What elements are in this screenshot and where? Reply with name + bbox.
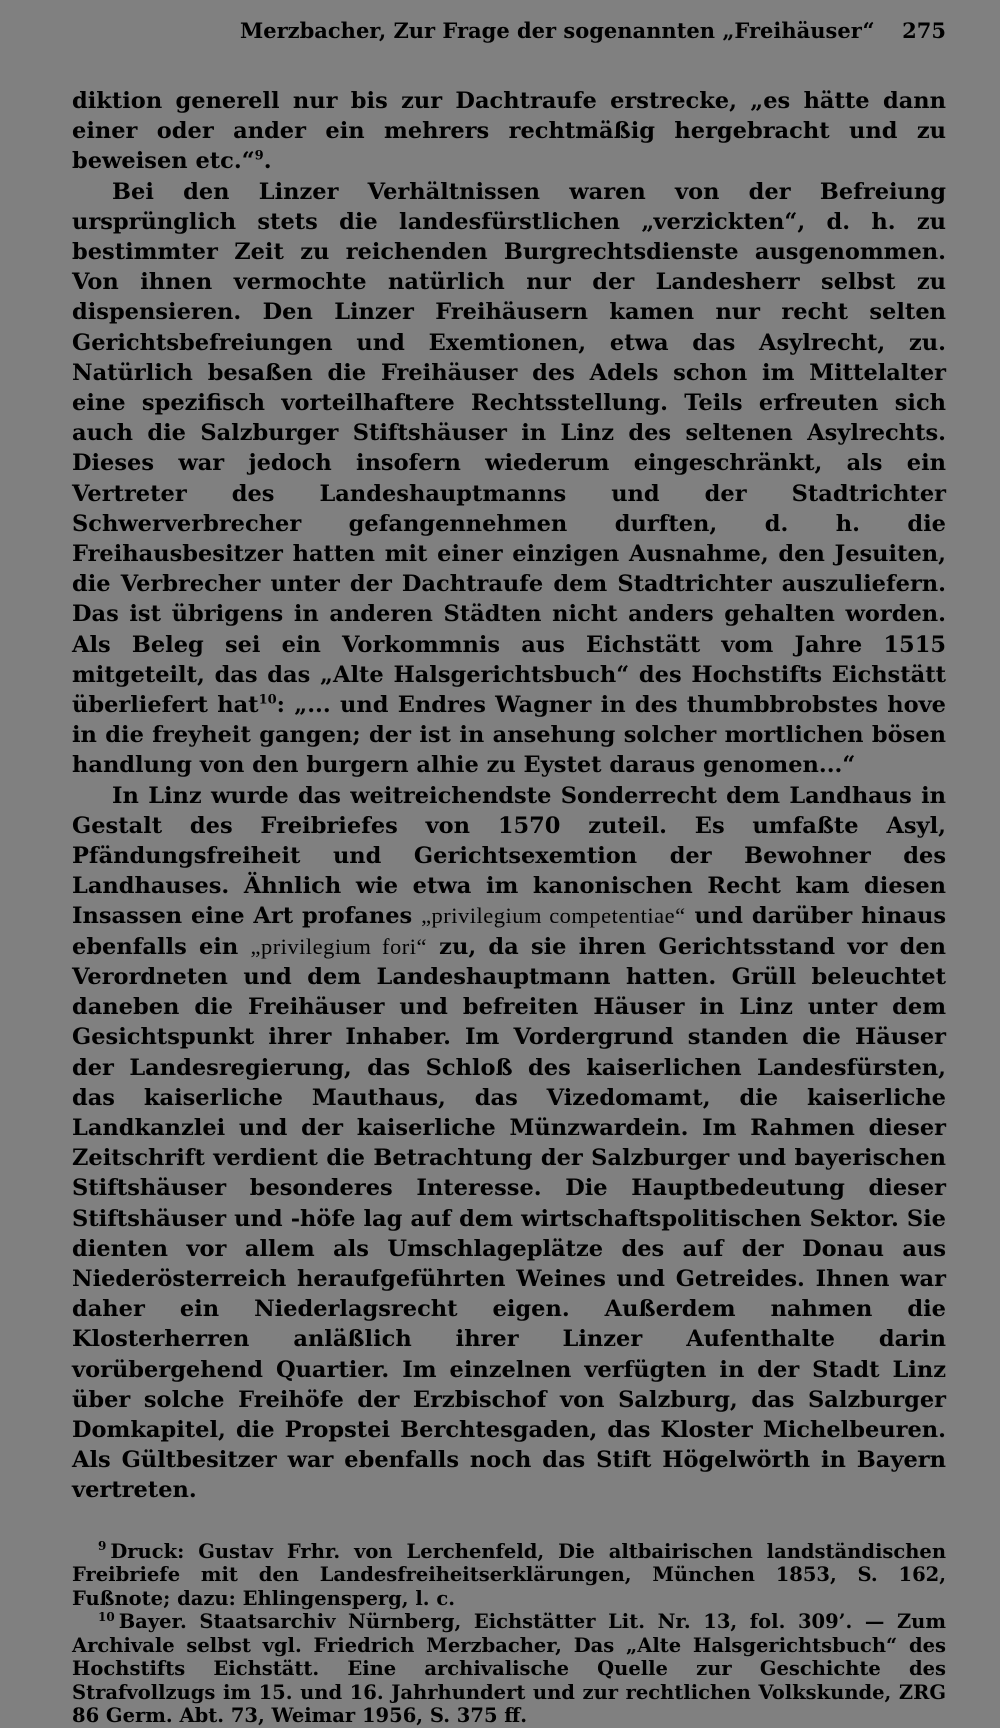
running-title: Merzbacher, Zur Frage der sogenannten „Freihäuser“ [240,18,875,43]
footnote-text: Druck: Gustav Frhr. von Lerchenfeld, Die altbairischen landständischen Freibriefe mit den Landesfreiheitserklärungen, München 1853, S. 162, Fußnote; dazu: Ehlingensperg, l. c. [72,1539,946,1610]
paragraph-2-text-b: : „... und Endres Wagner in des thumbbrobstes hove in die freyheit gangen; der ist in ansehung solcher mortlichen bösen handlung von den burgern alhie zu Eystet daraus genomen...“ [72,692,946,779]
running-head [72,14,946,50]
page-number: 275 [902,18,946,43]
latin-term-fori: „privilegium fori“ [250,933,427,959]
paragraph-2-text-a: Bei den Linzer Verhältnissen waren von der Befreiung ursprünglich stets die landesfürstlichen „verzickten“, d. h. zu bestimmter Zeit zu reichenden Burgrechtsdienste ausgenommen. Von ihnen vermochte natürlich nur der Landesherr selbst zu dispensieren. Den Linzer Freihäusern kamen nur recht selten Gerichtsbefreiungen und Exemtionen, etwa das Asylrecht, zu. Natürlich besaßen die Freihäuser des Adels schon im Mittelalter eine spezifisch vorteilhaftere Rechtsstellung. Teils erfreuten sich auch die Salzburger Stiftshäuser in Linz des seltenen Asylrechts. Dieses war jedoch insofern wiederum eingeschränkt, als ein Vertreter des Landeshauptmanns und der Stadtrichter Schwerverbrecher gefangennehmen durften, d. h. die Freihausbesitzer hatten mit einer einzigen Ausnahme, den Jesuiten, die Verbrecher unter der Dachtraufe dem Stadtrichter auszuliefern. Das ist übrigens in anderen Städten nicht anders gehalten worden. Als Beleg sei ein Vorkommnis aus Eichstätt vom Jahre 1515 mitgeteilt, das das „Alte Halsgerichtsbuch“ des Hochstifts Eichstätt überliefert hat [72,178,946,719]
main-text [72,86,946,1506]
footnote-9 [72,1540,946,1611]
footnote-ref-10[interactable]: 10 [258,692,277,708]
footnote-mark: 9 [98,1539,107,1554]
footnotes [72,1540,946,1728]
latin-term-competentiae: „privilegium competentiae“ [421,903,686,929]
paragraph-3-text-a: In Linz wurde das weitreichendste Sonderrecht dem Landhaus in Gestalt des Freibriefes von 1570 zuteil. Es umfaßte Asyl, Pfändungsfreiheit und Gerichtsexemtion der Bewohner des Landhauses. Ähnlich wie etwa im kanonischen Recht kam diesen Insassen eine Art profanes [72,782,946,930]
paragraph-1-end: . [263,148,272,175]
footnote-ref-9[interactable]: 9 [254,148,264,164]
paragraph-1-text: diktion generell nur bis zur Dachtraufe erstrecke, „es hätte dann einer oder ander ein mehrers rechtmäßig hergebracht und zu beweisen etc.“ [72,88,946,175]
footnote-10 [72,1610,946,1728]
footnote-mark: 10 [98,1609,115,1624]
footnote-text: Bayer. Staatsarchiv Nürnberg, Eichstätter Lit. Nr. 13, fol. 309’. — Zum Archivale selbst vgl. Friedrich Merzbacher, Das „Alte Halsgerichtsbuch“ des Hochstifts Eichstätt. Eine archivalische Quelle zur Geschichte des Strafvollzugs im 15. und 16. Jahrhundert und zur rechtlichen Volkskunde, ZRG 86 Germ. Abt. 73, Weimar 1956, S. 375 ff. [72,1610,946,1728]
paragraph-3-text-c: zu, da sie ihren Gerichtsstand vor den Verordneten und dem Landeshauptmann hatten. Grüll beleuchtet daneben die Freihäuser und befreiten Häuser in Linz unter dem Gesichtspunkt ihrer Inhaber. Im Vordergrund standen die Häuser der Landesregierung, das Schloß des kaiserlichen Landesfürsten, das kaiserliche Mauthaus, das Vizedomamt, die kaiserliche Landkanzlei und der kaiserliche Münzwardein. Im Rahmen dieser Zeitschrift verdient die Betrachtung der Salzburger und bayerischen Stiftshäuser besonderes Interesse. Die Hauptbedeutung dieser Stiftshäuser und -höfe lag auf dem wirtschaftspolitischen Sektor. Sie dienten vor allem als Umschlageplätze des auf der Donau aus Niederösterreich heraufgeführten Weines und Getreides. Ihnen war daher ein Niederlagsrecht eigen. Außerdem nahmen die Klosterherren anläßlich ihrer Linzer Aufenthalte darin vorübergehend Quartier. Im einzelnen verfügten in der Stadt Linz über solche Freihöfe der Erzbischof von Salzburg, das Salzburger Domkapitel, die Propstei Berchtesgaden, das Kloster Michelbeuren. Als Gültbesitzer war ebenfalls noch das Stift Högelwörth in Bayern vertreten. [72,933,946,1504]
paragraph-2 [72,177,946,781]
paragraph-3-text-b: und darüber hinaus ebenfalls ein [72,903,946,960]
book-page [72,14,946,1728]
paragraph-1 [72,86,946,177]
paragraph-3 [72,781,946,1506]
